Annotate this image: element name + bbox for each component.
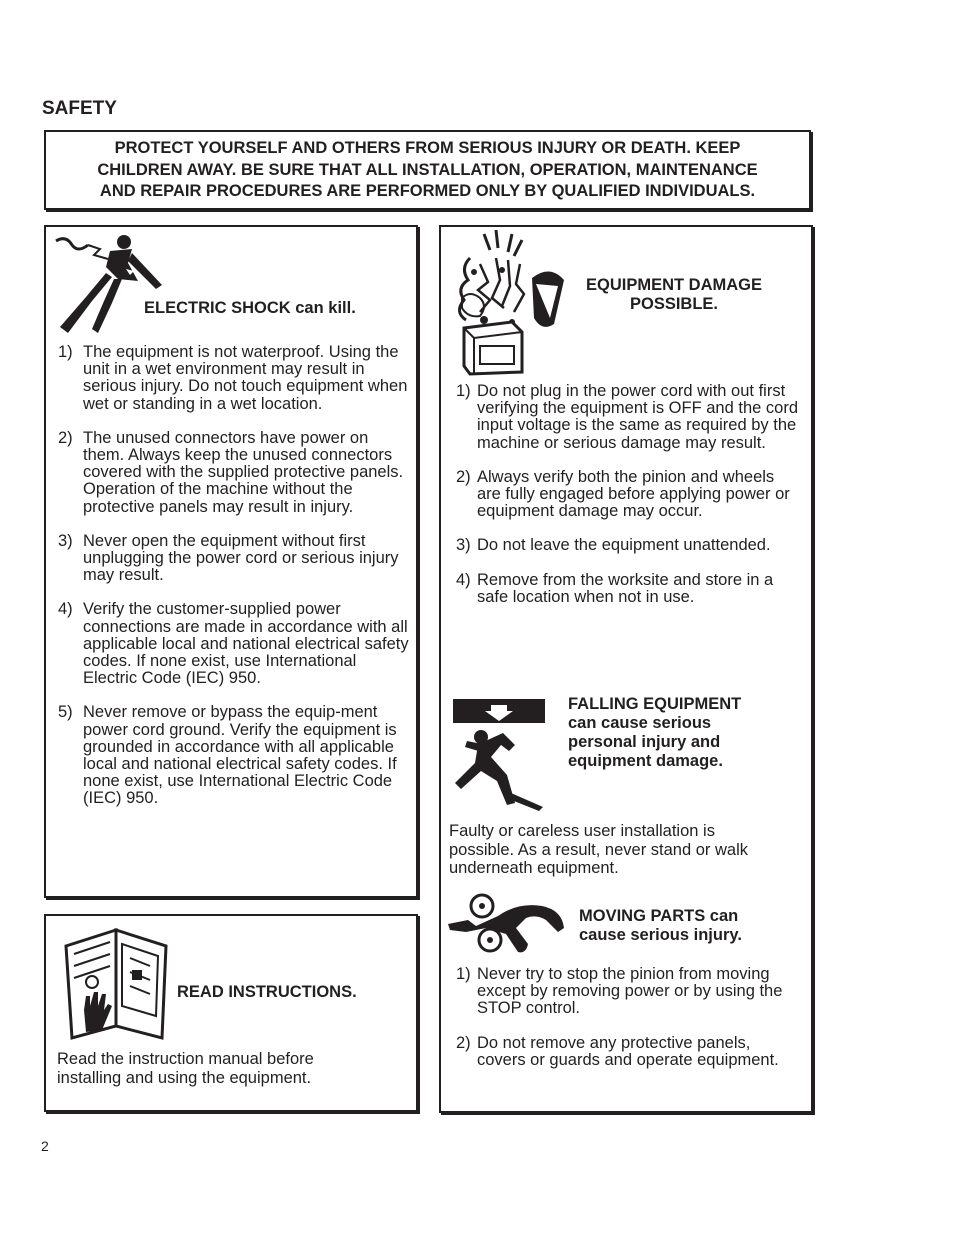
list-item: 4) Verify the customer-supplied power connections are made in accordance with all applicable local and national electrical safety codes. If none exist, use International Electric Code (IEC) 950.	[58, 600, 409, 688]
list-item: 1) Do not plug in the power cord with out first verifying the equipment is OFF and the cord input voltage is the same as required by the machine or serious damage may result.	[456, 382, 798, 452]
safety-warning-banner	[44, 130, 811, 210]
moving-parts-list	[456, 966, 796, 1086]
list-item: 2) The unused connectors have power on them. Always keep the unused connectors covered with the supplied protective panels. Operation of the machine without the protective panels may result in injury.	[58, 428, 404, 516]
moving-parts-heading: MOVING PARTS can cause serious injury.	[579, 907, 742, 944]
list-item: 2) Always verify both the pinion and wheels are fully engaged before applying power or equipment damage may occur.	[456, 467, 790, 521]
list-item: 3) Never open the equipment without first unplugging the power cord or serious injury may result.	[58, 531, 399, 585]
list-item: 2) Do not remove any protective panels, covers or guards and operate equipment.	[456, 1033, 779, 1069]
equipment-damage-list	[456, 383, 802, 623]
section-title: SAFETY	[42, 98, 117, 119]
banner-text: PROTECT YOURSELF AND OTHERS FROM SERIOUS INJURY OR DEATH. KEEP CHILDREN AWAY. BE SURE THAT ALL INSTALLATION, OPERATION, MAINTENANCE AND REPAIR PROCEDURES ARE PERFORMED ONLY BY QUALIFIED INDIVIDUALS.	[97, 139, 758, 200]
read-instructions-heading: READ INSTRUCTIONS.	[177, 983, 357, 1001]
falling-equipment-icon	[451, 697, 547, 813]
list-item: 4) Remove from the worksite and store in a safe location when not in use.	[456, 570, 774, 606]
falling-equipment-text: Faulty or careless user installation is possible. As a result, never stand or walk underneath equipment.	[449, 822, 748, 877]
list-item: 5) Never remove or bypass the equip-ment power cord ground. Verify the equipment is grounded in accordance with all applicable local and national electrical safety codes. If none exist, use International Electric Code (IEC) 950.	[58, 703, 397, 808]
manual-book-icon	[62, 926, 172, 1042]
equipment-explosion-icon	[450, 228, 568, 376]
electric-shock-heading: ELECTRIC SHOCK can kill.	[144, 299, 356, 317]
read-instructions-text: Read the instruction manual before installing and using the equipment.	[57, 1050, 314, 1087]
electric-shock-icon	[52, 233, 168, 337]
list-item: 1) Never try to stop the pinion from moving except by removing power or by using the STOP control.	[456, 965, 783, 1018]
falling-equipment-heading: FALLING EQUIPMENT can cause serious personal injury and equipment damage.	[568, 695, 742, 770]
list-item: 1) The equipment is not waterproof. Using the unit in a wet environment may result in serious injury. Do not touch equipment when wet or standing in a wet location.	[58, 343, 408, 413]
moving-parts-hand-icon	[446, 892, 566, 960]
page-number: 2	[41, 1138, 49, 1154]
list-item: 3) Do not leave the equipment unattended.	[456, 536, 771, 555]
equipment-damage-heading: EQUIPMENT DAMAGE POSSIBLE.	[585, 276, 762, 313]
electric-shock-list	[58, 344, 410, 825]
